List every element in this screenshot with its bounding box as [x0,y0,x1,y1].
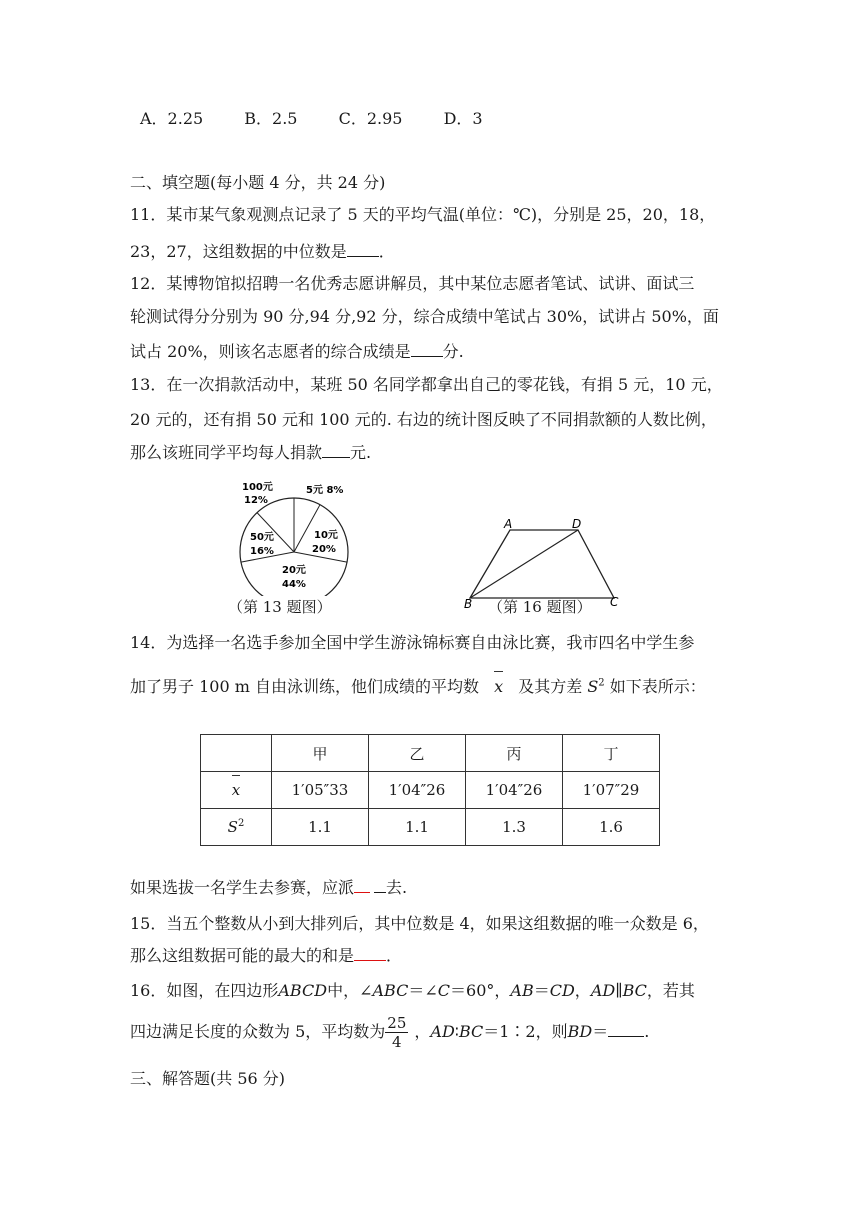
q13-line3: 那么该班同学平均每人捐款 元. [130,443,372,462]
q16-answer-blank[interactable] [608,1022,644,1037]
table-cell: 1.1 [369,809,466,846]
table-header-cell: 甲 [272,735,369,772]
table-cell: 1.1 [272,809,369,846]
table-cell: 1′05″33 [272,772,369,809]
pie-label-20: 20元 [282,565,306,576]
mean-symbol: x [494,677,504,696]
vertex-c: C [610,595,619,608]
trapezoid-caption: （第 16 题图） [488,598,592,616]
table-cell: 1′04″26 [466,772,563,809]
option-d[interactable]: D．3 [443,109,483,128]
table-cell: 1′07″29 [563,772,660,809]
q11-answer-blank[interactable] [347,242,379,257]
answer-options [140,106,519,129]
pie-label-100-pct: 12% [244,495,268,506]
option-c[interactable]: C．2.95 [338,109,403,128]
q11-line1: 11．某市某气象观测点记录了 5 天的平均气温(单位：℃)，分别是 25，20，18， [130,205,716,224]
table-header-cell: 丙 [466,735,563,772]
table-row [201,809,660,846]
pie-label-20-pct: 44% [282,579,306,590]
q15-answer-blank[interactable] [354,946,386,961]
table-row [201,772,660,809]
q14-line1: 14．为选择一名选手参加全国中学生游泳锦标赛自由泳比赛，我市四名中学生参 [130,633,695,652]
table-header-row [201,735,660,772]
q16-line2: 四边满足长度的众数为 5，平均数为 $\frac{25}{4}$ ，AD∶BC＝1∶2，则BD＝ . [130,1014,650,1051]
vertex-b: B [464,597,473,608]
donation-pie-chart [230,470,370,596]
q12-answer-blank[interactable] [411,342,443,357]
pie-label-10-pct: 20% [312,544,336,555]
section-heading-fill-blank: 二、填空题(每小题 4 分，共 24 分) [130,173,386,192]
q12-line3: 试占 20%，则该名志愿者的综合成绩是 分. [130,342,464,361]
q13-line2: 20 元的，还有捐 50 元和 100 元的. 右边的统计图反映了不同捐款额的人数比例， [130,410,717,429]
table-header-cell [201,735,272,772]
q13-answer-blank[interactable] [322,443,350,458]
q11-line2: 23，27，这组数据的中位数是 ． [130,242,395,261]
average-fraction: $\frac{25}{4}$ [387,1014,407,1051]
table-cell: 1′04″26 [369,772,466,809]
q14-line2: 加了男子 100 m 自由泳训练，他们成绩的平均数 x 及其方差 $S^2$ 如下表所示： [130,677,706,696]
q12-text: 试占 20%，则该名志愿者的综合成绩是 [130,342,411,361]
table-cell: 1.6 [563,809,660,846]
table-row-label: x [201,772,272,809]
variance-symbol: S [587,677,599,696]
section-heading-solutions: 三、解答题(共 56 分) [130,1069,286,1088]
q14-answer-blank[interactable] [354,878,370,893]
table-header-cell: 乙 [369,735,466,772]
option-b[interactable]: B．2.5 [244,109,298,128]
q16-line1: 16．如图，在四边形ABCD中，∠ABC＝∠C＝60°，AB＝CD，AD∥BC，若其 [130,981,695,1000]
q15-line2: 那么这组数据可能的最大的和是 ． [130,946,403,965]
vertex-d: D [572,517,582,531]
q12-line2: 轮测试得分分别为 90 分,94 分,92 分，综合成绩中笔试占 30%，试讲占 50%，面 [130,307,719,326]
table-header-cell: 丁 [563,735,660,772]
table-cell: 1.3 [466,809,563,846]
pie-label-10: 10元 [314,530,338,541]
pie-caption: （第 13 题图） [228,598,332,616]
q15-line1: 15．当五个整数从小到大排列后，其中位数是 4，如果这组数据的唯一众数是 6， [130,914,709,933]
swim-stats-table [200,734,660,846]
trapezoid-figure [460,516,630,608]
pie-label-100: 100元 [242,482,273,493]
pie-label-50: 50元 [250,532,274,543]
q11-text: 23，27，这组数据的中位数是 [130,242,347,261]
vertex-a: A [504,517,513,531]
q13-line1: 13．在一次捐款活动中，某班 50 名同学都拿出自己的零花钱，有捐 5 元，10 元， [130,375,723,394]
q12-line1: 12．某博物馆拟招聘一名优秀志愿讲解员，其中某位志愿者笔试、试讲、面试三 [130,274,695,293]
pie-label-50-pct: 16% [250,546,274,557]
pie-label-5: 5元 8% [306,485,344,496]
q13-text: 那么该班同学平均每人捐款 [130,443,323,462]
option-a[interactable]: A．2.25 [140,109,204,128]
q14-answer-line: 如果选拔一名学生去参赛，应派 去. [130,878,408,897]
table-row-label: $S^2$ [201,809,272,846]
